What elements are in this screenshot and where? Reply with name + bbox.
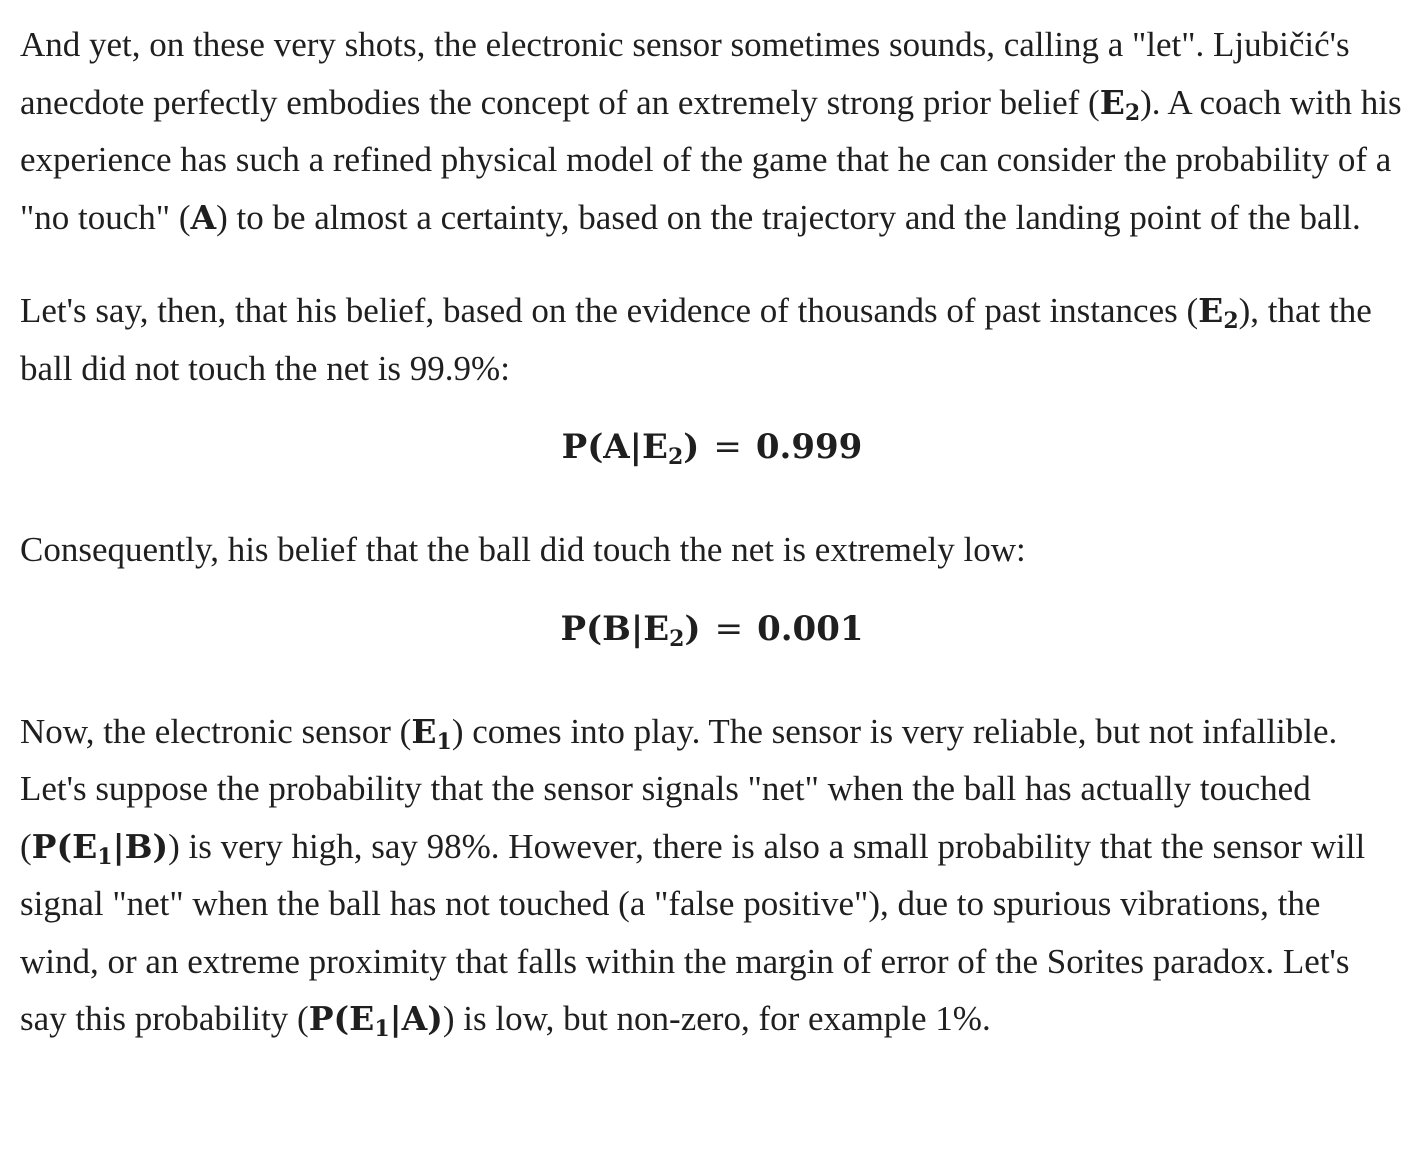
equation-p-a-given-e2: $P(A|E_2) = 0.999$ [561, 427, 863, 470]
math-a: A [190, 197, 217, 237]
para1-text-2: ). A coach with his experience has such a refined physical model of the game that he can consider the probability of a "no touch" ( [20, 82, 1402, 237]
para1-text-1: And yet, on these very shots, the electronic sensor sometimes sounds, calling a "let". Ljubičić's anecdote perfectly embodies the concept of an extremely strong prior belief ( [20, 25, 1350, 122]
math-p-e1-given-b: $P(E_1|B)$ [31, 826, 169, 870]
para2-text-2: ), that the ball did not touch the net is 99.9%: [20, 291, 1372, 388]
para1-text-3: ) to be almost a certainty, based on the trajectory and the landing point of the ball. [216, 197, 1361, 237]
para4-text-4: ) is low, but non-zero, for example 1%. [442, 999, 991, 1038]
math-e2-second: $E_2$ [1198, 291, 1239, 334]
paragraph-prior-belief [20, 16, 1404, 246]
paragraph-electronic-sensor [20, 703, 1404, 1048]
para4-text-3: ) is very high, say 98%. However, there is also a small probability that the sensor will signal "net" when the ball has not touched (a "false positive"), due to spurious vibrations, the wind, or an extreme proximity that falls within the margin of error of the Sorites paradox. Let's say this probability ( [20, 826, 1366, 1038]
math-p-e1-given-a: $P(E_1|A)$ [308, 999, 443, 1042]
paragraph-consequently: Consequently, his belief that the ball did touch the net is extremely low: [20, 530, 1026, 569]
para2-text-1: Let's say, then, that his belief, based on the evidence of thousands of past instances ( [20, 291, 1199, 330]
math-e1: $E_1$ [411, 711, 452, 755]
paragraph-belief-value [20, 282, 1404, 397]
equation-p-b-given-e2: $P(B|E_2) = 0.001$ [560, 608, 864, 652]
para4-text-2: ) comes into play. The sensor is very reliable, but not infallible. Let's suppose the probability that the sensor signals "net" when the ball has actually touched ( [20, 711, 1338, 866]
math-e2: $E_2$ [1099, 82, 1141, 126]
para4-text-1: Now, the electronic sensor ( [20, 711, 412, 751]
